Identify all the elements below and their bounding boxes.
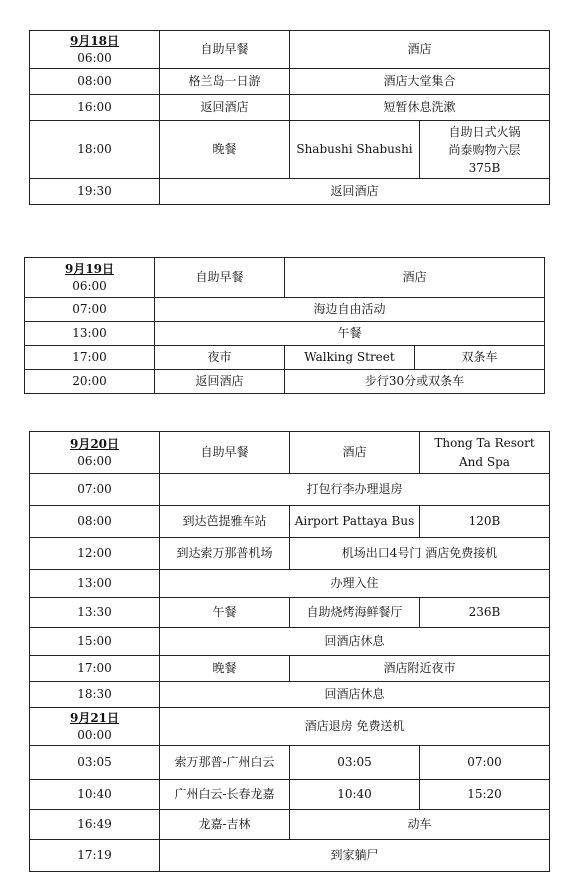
time-cell: 18:00: [30, 121, 160, 179]
depart-cell: 03:05: [290, 746, 420, 780]
table-row: [25, 346, 545, 370]
time-cell: 20:00: [25, 370, 155, 394]
activity-cell: 格兰岛一日游: [160, 69, 290, 95]
activity-cell: 返回酒店: [160, 179, 550, 205]
route-cell: 索万那普-广州白云: [160, 746, 290, 780]
detail-cell: 酒店大堂集合: [290, 69, 550, 95]
activity-cell: 自助早餐: [155, 258, 285, 298]
activity-cell: 回酒店休息: [160, 628, 550, 656]
activity-cell: 酒店退房 免费送机: [160, 708, 550, 746]
table-row: [30, 538, 550, 570]
time-cell: 17:19: [30, 840, 160, 872]
activity-cell: 海边自由活动: [155, 298, 545, 322]
time-cell: 17:00: [25, 346, 155, 370]
table-row: [30, 432, 550, 474]
table-row: [25, 258, 545, 298]
time-cell: 17:00: [30, 656, 160, 682]
table-row: [30, 598, 550, 628]
detail-cell: 酒店附近夜市: [290, 656, 550, 682]
time-cell: 07:00: [30, 474, 160, 506]
time-cell: 08:00: [30, 69, 160, 95]
table-row: [30, 656, 550, 682]
table-row: [30, 780, 550, 810]
table-row: [30, 179, 550, 205]
detail-cell: Walking Street: [285, 346, 415, 370]
table-row: [25, 370, 545, 394]
activity-cell: 到达索万那普机场: [160, 538, 290, 570]
activity-cell: 夜市: [155, 346, 285, 370]
detail-cell: 短暂休息洗漱: [290, 95, 550, 121]
detail-cell: 酒店: [290, 31, 550, 69]
detail-cell: 动车: [290, 810, 550, 840]
activity-cell: 自助早餐: [160, 432, 290, 474]
note-line: 尚泰购物六层: [448, 142, 521, 157]
time-cell: 18:30: [30, 682, 160, 708]
time-label: 06:00: [77, 50, 112, 65]
table-row: [30, 69, 550, 95]
price-cell: 236B: [420, 598, 550, 628]
time-cell: 19:30: [30, 179, 160, 205]
activity-cell: 自助早餐: [160, 31, 290, 69]
activity-cell: 返回酒店: [155, 370, 285, 394]
table-row: [30, 810, 550, 840]
activity-cell: 到达芭提雅车站: [160, 506, 290, 538]
time-label: 06:00: [72, 278, 107, 293]
activity-cell: 回酒店休息: [160, 682, 550, 708]
time-label: 00:00: [77, 727, 112, 742]
note-cell: [420, 121, 550, 179]
price-cell: 120B: [420, 506, 550, 538]
date-time-cell: [30, 31, 160, 69]
table-row: [30, 121, 550, 179]
arrive-cell: 07:00: [420, 746, 550, 780]
table-row: [30, 708, 550, 746]
time-cell: 13:00: [25, 322, 155, 346]
activity-cell: 晚餐: [160, 121, 290, 179]
date-label: 9月21日: [69, 710, 120, 725]
time-cell: 13:30: [30, 598, 160, 628]
table-row: [30, 95, 550, 121]
date-time-cell: [30, 708, 160, 746]
schedule-table-sep18: [29, 30, 550, 205]
detail-cell: Airport Pattaya Bus: [290, 506, 420, 538]
route-cell: 广州白云-长春龙嘉: [160, 780, 290, 810]
note-line: 自助日式火锅: [448, 124, 521, 139]
time-cell: 08:00: [30, 506, 160, 538]
table-row: [30, 570, 550, 598]
table-row: [30, 746, 550, 780]
date-time-cell: [25, 258, 155, 298]
activity-cell: 午餐: [160, 598, 290, 628]
route-cell: 龙嘉-吉林: [160, 810, 290, 840]
time-cell: 10:40: [30, 780, 160, 810]
time-cell: 03:05: [30, 746, 160, 780]
detail-cell: 自助烧烤海鲜餐厅: [290, 598, 420, 628]
table-row: [30, 628, 550, 656]
activity-cell: 晚餐: [160, 656, 290, 682]
time-cell: 16:49: [30, 810, 160, 840]
restaurant-cell: Shabushi Shabushi: [290, 121, 420, 179]
time-label: 06:00: [77, 453, 112, 468]
table-row: [30, 506, 550, 538]
note-line: 375B: [468, 160, 501, 175]
date-label: 9月20日: [69, 436, 120, 451]
schedule-table-sep19: [24, 257, 545, 394]
activity-cell: 返回酒店: [160, 95, 290, 121]
table-row: [25, 298, 545, 322]
detail-cell: 酒店: [290, 432, 420, 474]
table-row: [30, 840, 550, 872]
date-time-cell: [30, 432, 160, 474]
detail-cell: 步行30分或双条车: [285, 370, 545, 394]
time-cell: 13:00: [30, 570, 160, 598]
depart-cell: 10:40: [290, 780, 420, 810]
activity-cell: 到家躺尸: [160, 840, 550, 872]
table-row: [30, 682, 550, 708]
time-cell: 12:00: [30, 538, 160, 570]
table-row: [30, 474, 550, 506]
date-label: 9月18日: [69, 33, 120, 48]
detail-cell: 机场出口4号门 酒店免费接机: [290, 538, 550, 570]
table-row: [30, 31, 550, 69]
activity-cell: 打包行李办理退房: [160, 474, 550, 506]
schedule-table-sep20-21: [29, 431, 550, 872]
table-row: [25, 322, 545, 346]
activity-cell: 办理入住: [160, 570, 550, 598]
activity-cell: 午餐: [155, 322, 545, 346]
arrive-cell: 15:20: [420, 780, 550, 810]
time-cell: 16:00: [30, 95, 160, 121]
detail-cell: 酒店: [285, 258, 545, 298]
time-cell: 15:00: [30, 628, 160, 656]
note-cell: 双条车: [415, 346, 545, 370]
date-label: 9月19日: [64, 261, 115, 276]
time-cell: 07:00: [25, 298, 155, 322]
hotel-name-cell: Thong Ta Resort And Spa: [420, 432, 550, 474]
